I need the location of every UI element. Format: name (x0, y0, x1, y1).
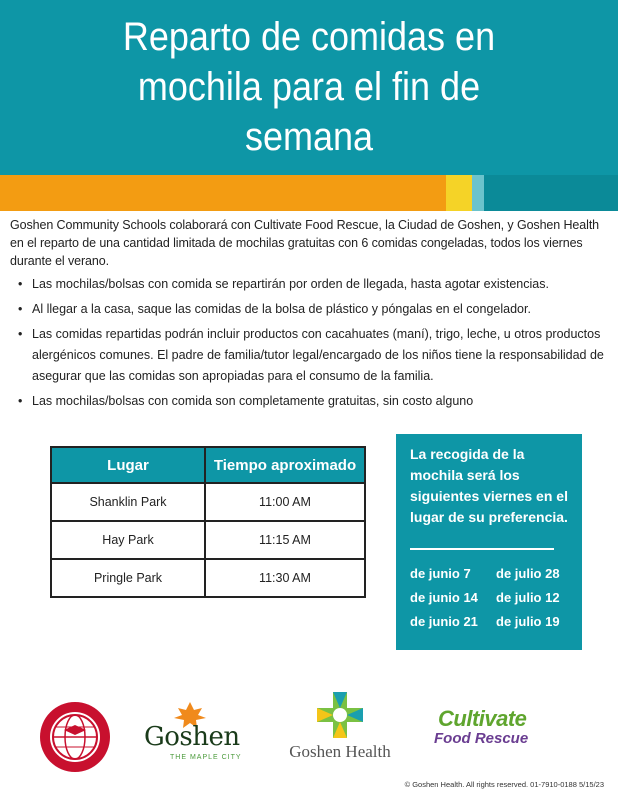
pickup-divider (410, 548, 554, 550)
cell-location: Pringle Park (51, 559, 205, 597)
date-july: de julio 12 (496, 590, 560, 605)
goshen-health-logo (282, 690, 398, 770)
cultivate-food-rescue-logo (430, 706, 540, 756)
table-row (51, 483, 365, 521)
footer-copyright: © Goshen Health. All rights reserved. 01-7910-0188 5/15/23 (404, 780, 604, 789)
bullet-item (10, 274, 610, 295)
bullet-dot: • (18, 302, 23, 316)
title-line-1: Reparto de comidas en (122, 15, 496, 59)
date-june: de junio 21 (410, 614, 478, 629)
title-line-3: semana (244, 115, 374, 159)
page-title (31, 12, 587, 162)
header-tiempo: Tiempo aproximado (205, 447, 365, 483)
goshen-schools-logo (38, 700, 112, 774)
body-content (10, 216, 610, 412)
pickup-text: La recogida de la mochila será los siguientes viernes en el lugar de su preferencia. (410, 446, 568, 525)
date-july: de julio 28 (496, 566, 560, 581)
table-row (51, 559, 365, 597)
bullet-dot: • (18, 277, 23, 291)
stripe-light-teal (472, 175, 484, 211)
date-row (410, 610, 580, 634)
cell-time: 11:00 AM (205, 483, 365, 521)
cell-time: 11:30 AM (205, 559, 365, 597)
cell-location: Hay Park (51, 521, 205, 559)
food-rescue-wordmark: Food Rescue (434, 730, 529, 747)
pickup-dates (410, 562, 580, 634)
stripe-dark-teal (484, 175, 618, 211)
date-june: de junio 14 (410, 590, 478, 605)
title-line-2: mochila para el fin de (137, 65, 481, 109)
date-june: de junio 7 (410, 566, 471, 581)
logo-row (0, 690, 618, 790)
cultivate-wordmark: Cultivate (438, 706, 527, 731)
cell-time: 11:15 AM (205, 521, 365, 559)
goshen-tagline: THE MAPLE CITY (170, 754, 242, 761)
bullet-text: Las comidas repartidas podrán incluir productos con cacahuates (maní), trigo, leche, u otros productos alergénicos comunes. El padre de familia/tutor legal/encargado de los niños tiene la responsabilidad de asegurar que las comidas son apropiadas para el consumo de la familia. (32, 327, 604, 383)
bullet-text: Al llegar a la casa, saque las comidas de la bolsa de plástico y póngalas en el congelador. (32, 302, 531, 316)
table-header-row (51, 447, 365, 483)
pickup-info-box (396, 434, 582, 650)
goshen-wordmark: Goshen (144, 722, 240, 752)
schedule-table (50, 446, 366, 598)
bullet-item (10, 324, 610, 387)
city-of-goshen-logo (140, 700, 256, 770)
header-banner (0, 0, 618, 175)
intro-paragraph: Goshen Community Schools colaborará con Cultivate Food Rescue, la Ciudad de Goshen, y Goshen Health en el reparto de una cantidad limitada de mochilas gratuitas con 6 comidas congeladas, todos los viernes durante el verano. (10, 218, 600, 268)
bullet-dot: • (18, 327, 23, 341)
bullet-list (10, 274, 610, 412)
goshen-health-wordmark: Goshen Health (289, 742, 391, 761)
table-row (51, 521, 365, 559)
bullet-text: Las mochilas/bolsas con comida se repartirán por orden de llegada, hasta agotar existencias. (32, 277, 549, 291)
cell-location: Shanklin Park (51, 483, 205, 521)
stripe-orange (0, 175, 446, 211)
date-row (410, 562, 580, 586)
bullet-item (10, 299, 610, 320)
date-july: de julio 19 (496, 614, 560, 629)
bullet-dot: • (18, 394, 23, 408)
stripe-yellow (446, 175, 472, 211)
bullet-item (10, 391, 610, 412)
header-lugar: Lugar (51, 447, 205, 483)
bullet-text: Las mochilas/bolsas con comida son completamente gratuitas, sin costo alguno (32, 394, 474, 408)
date-row (410, 586, 580, 610)
